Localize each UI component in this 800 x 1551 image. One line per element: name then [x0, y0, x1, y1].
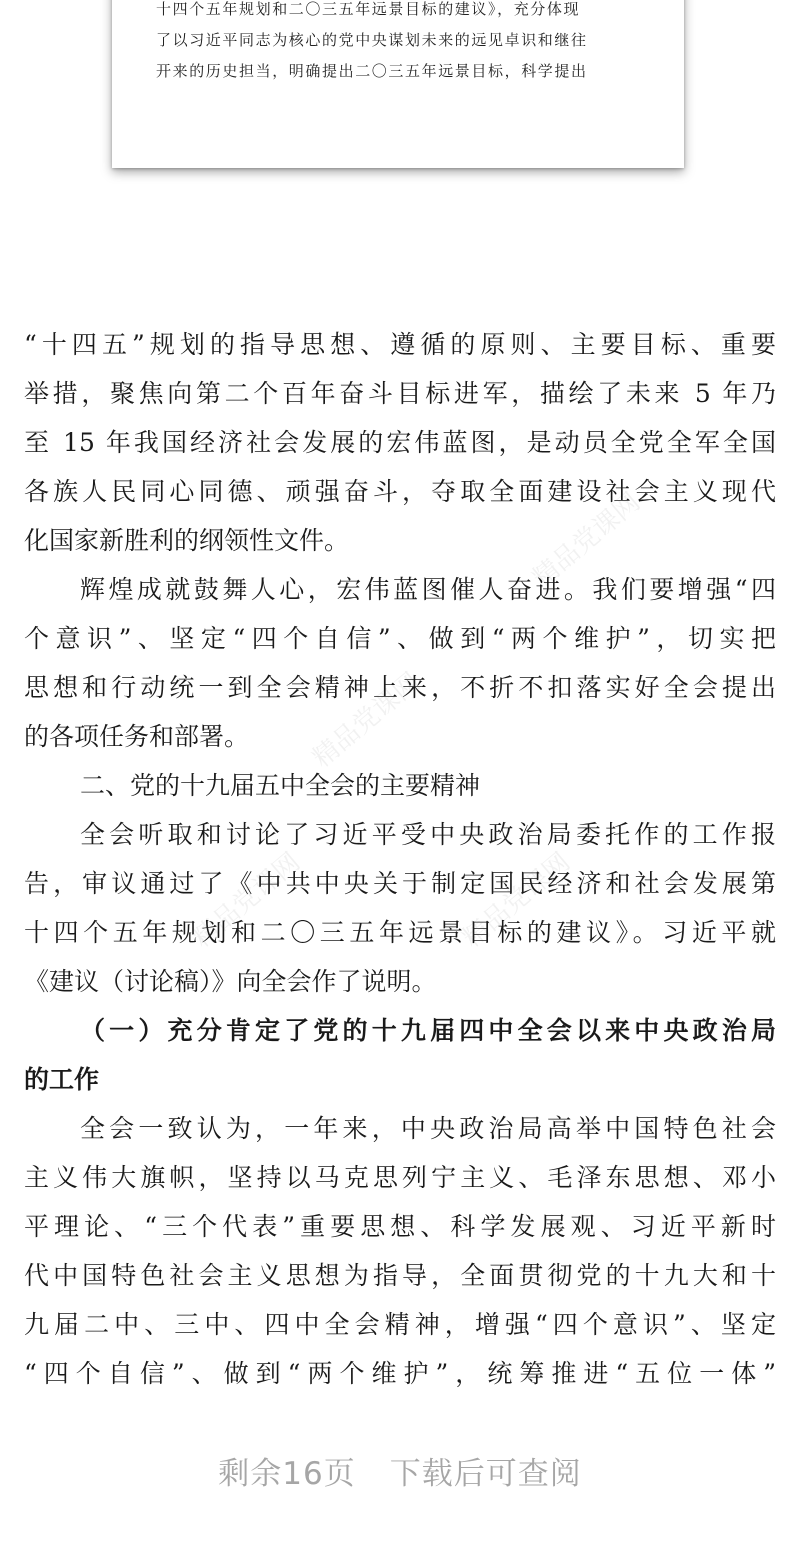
- text-line: 九届二中、三中、四中全会精神，增强“四个意识”、坚定: [24, 1310, 776, 1339]
- text-line: “十四五”规划的指导思想、遵循的原则、主要目标、重要: [24, 330, 776, 359]
- preview-line: 十四个五年规划和二〇三五年远景目标的建议》，充分体现: [156, 0, 581, 18]
- text-line: 告，审议通过了《中共中央关于制定国民经济和社会发展第: [24, 869, 776, 898]
- preview-line: 了以习近平同志为核心的党中央谋划未来的远见卓识和继往: [156, 31, 588, 49]
- text-line: 至 15 年我国经济社会发展的宏伟蓝图，是动员全党全军全国: [24, 428, 776, 457]
- preview-card: [112, 0, 684, 168]
- text-line: 主义伟大旗帜，坚持以马克思列宁主义、毛泽东思想、邓小: [24, 1163, 776, 1192]
- watermark: 精品党课网: [527, 487, 647, 594]
- subsection-heading: （一）充分肯定了党的十九届四中全会以来中央政治局: [80, 1016, 776, 1045]
- watermark: 精品党课网: [307, 667, 427, 774]
- section-heading: 二、党的十九届五中全会的主要精神: [80, 771, 481, 800]
- text-line: 各族人民同心同德、顽强奋斗，夺取全面建设社会主义现代: [24, 477, 776, 506]
- preview-text: [156, 0, 644, 87]
- text-line: 全会一致认为，一年来，中央政治局高举中国特色社会: [80, 1114, 776, 1143]
- subsection-heading: 的工作: [24, 1065, 100, 1094]
- remaining-pages-prompt[interactable]: [0, 1448, 800, 1493]
- text-line: 代中国特色社会主义思想为指导，全面贯彻党的十九大和十: [24, 1261, 776, 1290]
- preview-line: 开来的历史担当，明确提出二〇三五年远景目标，科学提出: [156, 62, 588, 80]
- text-line: 化国家新胜利的纲领性文件。: [24, 526, 350, 555]
- text-line: 十四个五年规划和二〇三五年远景目标的建议》。习近平就: [24, 918, 776, 947]
- download-to-view-label: 下载后可查阅: [389, 1456, 582, 1492]
- text-line: 个意识”、坚定“四个自信”、做到“两个维护”，切实把: [24, 624, 776, 653]
- remaining-pages-label: 剩余16页: [218, 1456, 356, 1492]
- text-line: 辉煌成就鼓舞人心，宏伟蓝图催人奋进。我们要增强“四: [80, 575, 776, 604]
- text-line: 全会听取和讨论了习近平受中央政治局委托作的工作报: [80, 820, 776, 849]
- document-body: [24, 320, 776, 1398]
- text-line: 《建议（讨论稿）》向全会作了说明。: [24, 967, 437, 996]
- text-line: 思想和行动统一到全会精神上来，不折不扣落实好全会提出: [24, 673, 776, 702]
- text-line: 举措，聚焦向第二个百年奋斗目标进军，描绘了未来 5 年乃: [24, 379, 776, 408]
- text-line: 的各项任务和部署。: [24, 722, 250, 751]
- text-line: “四个自信”、做到“两个维护”，统筹推进“五位一体”: [24, 1359, 776, 1388]
- watermark: 精品党课网: [457, 847, 577, 954]
- watermark: 精品党课网: [187, 847, 307, 954]
- text-line: 平理论、“三个代表”重要思想、科学发展观、习近平新时: [24, 1212, 776, 1241]
